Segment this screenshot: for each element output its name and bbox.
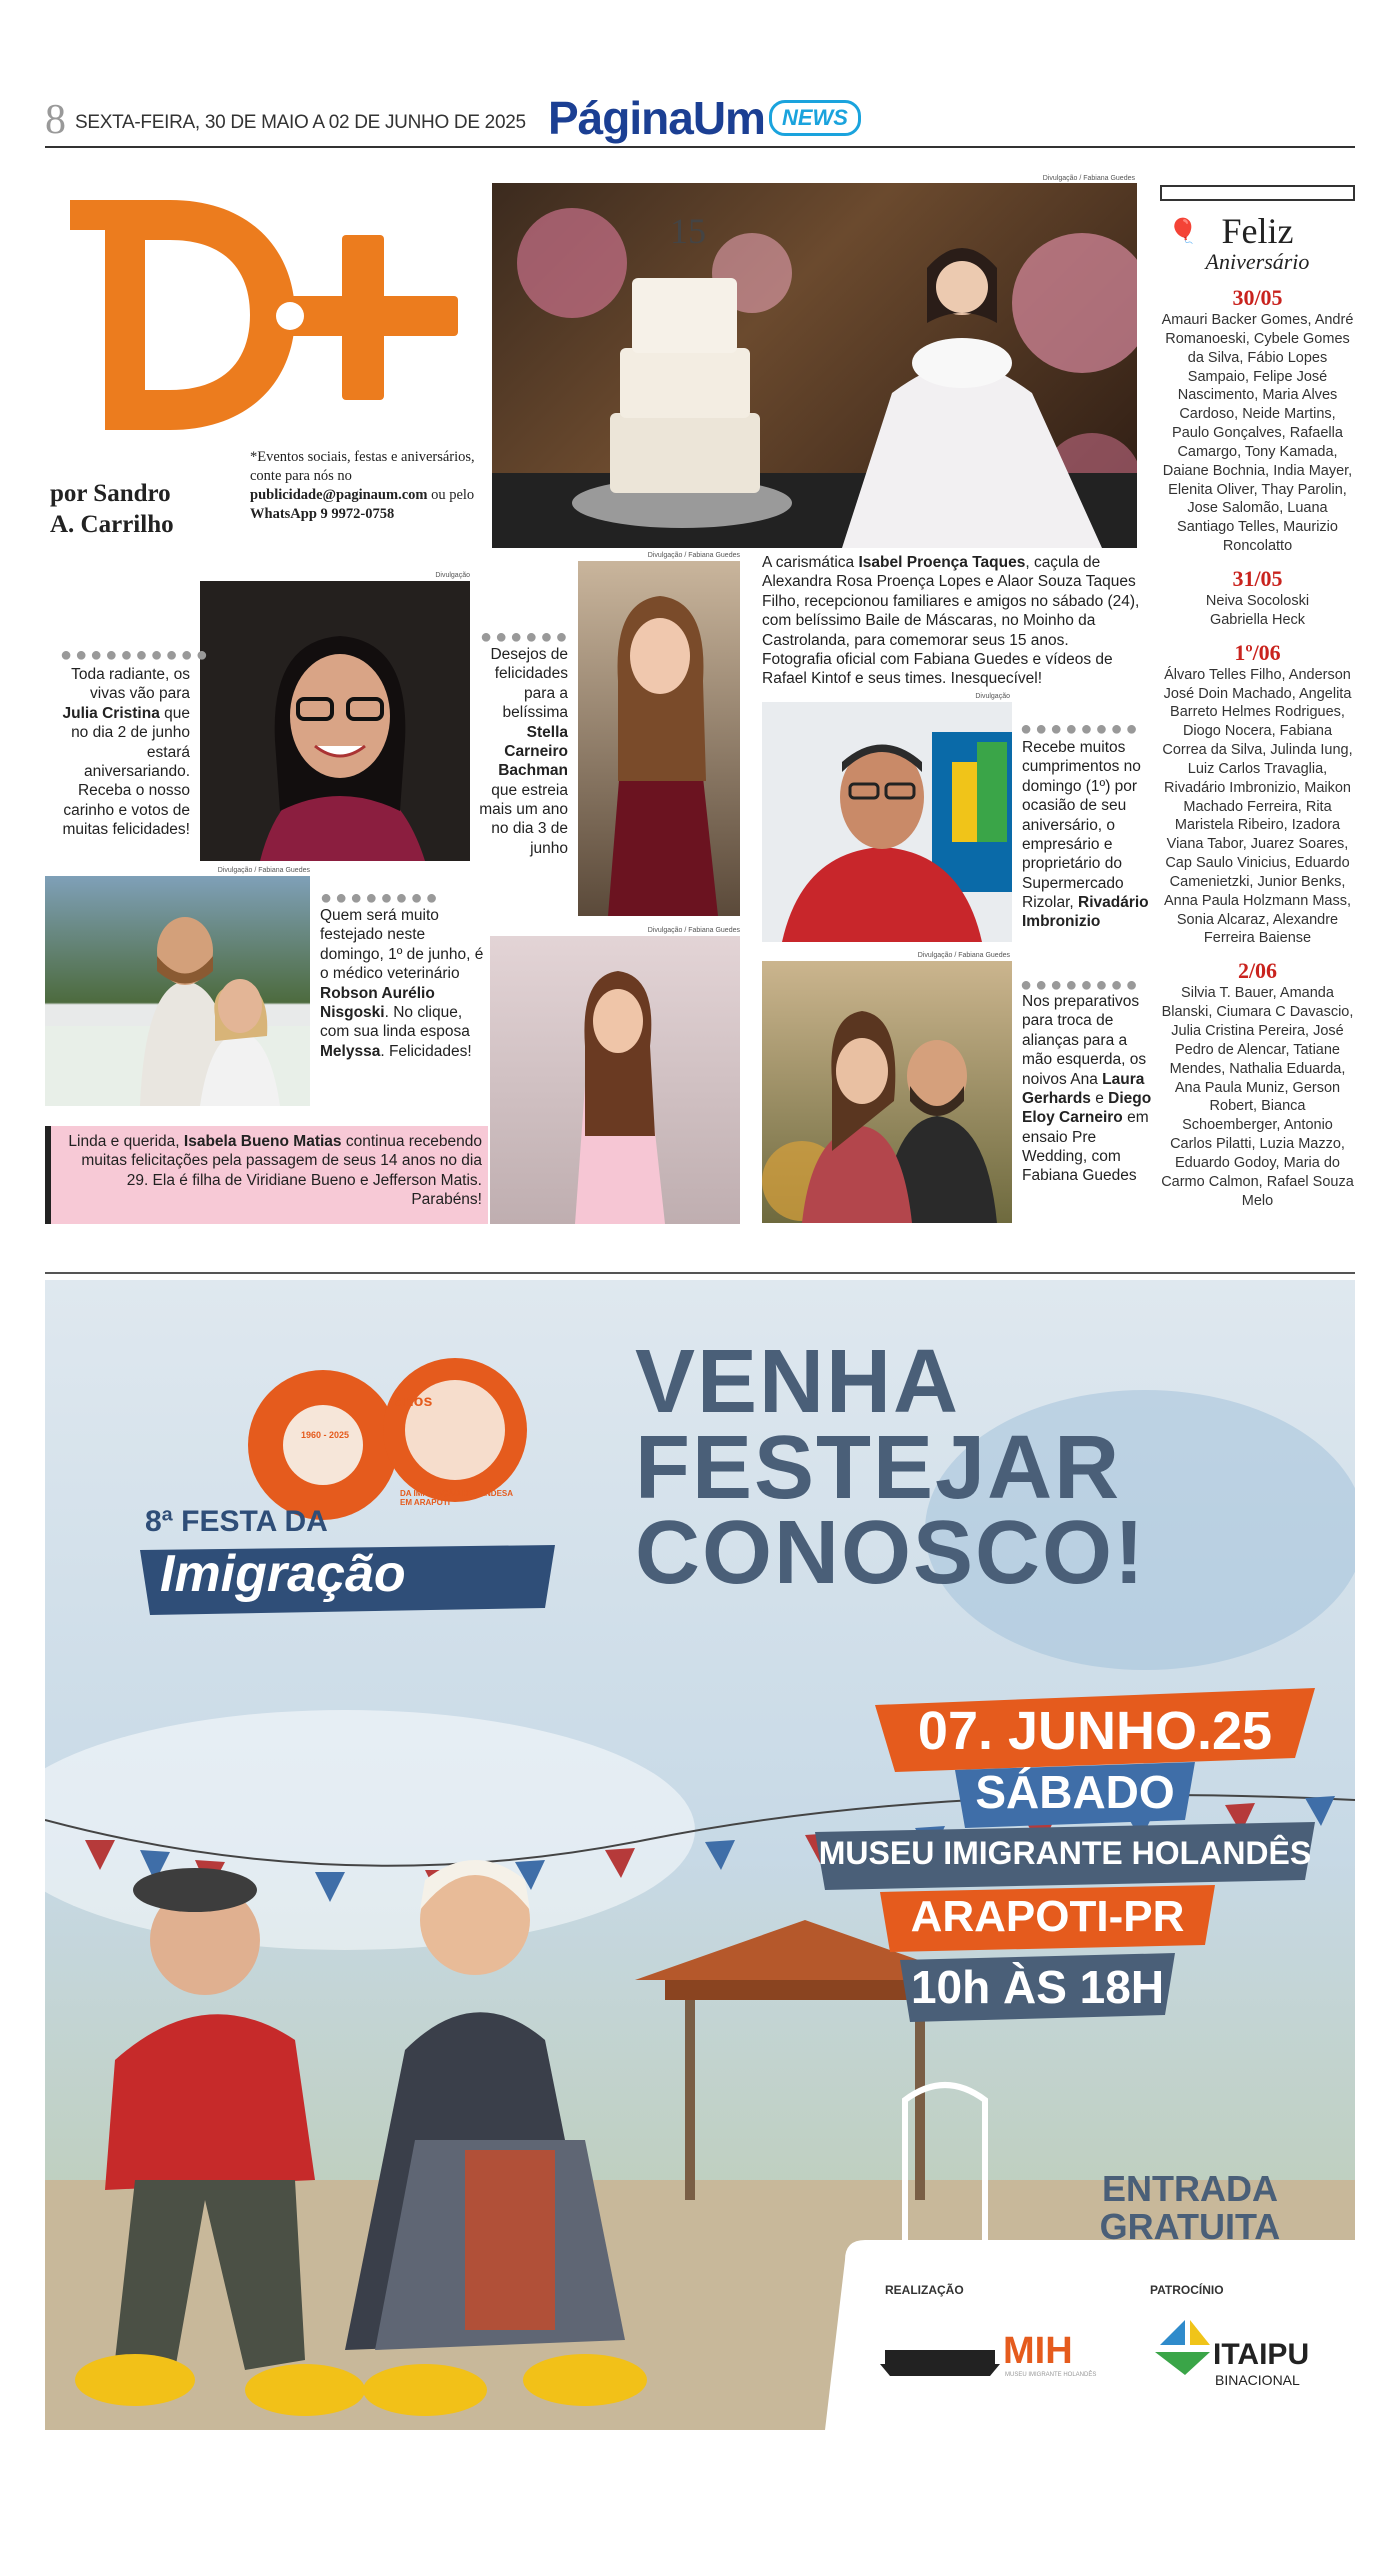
separator-dots: ●●●●●● <box>480 626 571 648</box>
stella-caption: Desejos de felicidades para a belíssima Stella Carneiro Bachman que estreia mais um ano no dia 3 de junho <box>479 646 568 857</box>
birthday-names: Silvia T. Bauer, Amanda Blanski, Ciumara C Davascio, Julia Cristina Pereira, José Pedro de Alencar, Tatiane Mendes, Nathalia Eduarda, Ana Paula Muniz, Gerson Robert, Bianca Schoemberger, Antonio Carlos Pilatti, Luzia Mazzo, Eduardo Godoy, Maria do Carmo Calmon, Rafael Souza Melo <box>1161 985 1354 1209</box>
separator-dots: ●●●●●●●●●● <box>60 644 211 666</box>
birthday-date: 1º/06 <box>1234 639 1281 665</box>
event-date: 07. JUNHO.25 <box>917 1701 1273 1761</box>
itaipu-logo-sub: BINACIONAL <box>1215 2372 1300 2388</box>
svg-text:15: 15 <box>670 211 706 251</box>
laura-caption: Nos preparativos para troca de alianças para a mão esquerda, os noivos Ana Laura Gerhards e Diego Eloy Carneiro em ensaio Pre Wedding, com Fabiana Guedes <box>1022 993 1152 1185</box>
robson-photo <box>45 876 310 1106</box>
photo-credit: Divulgação / Fabiana Guedes <box>217 867 310 874</box>
patrocinio-label: PATROCÍNIO <box>1150 2283 1224 2297</box>
isabel-photo <box>492 183 1137 548</box>
event-venue: MUSEU IMIGRANTE HOLANDÊS <box>818 1835 1312 1871</box>
laura-diego-photo <box>762 961 1012 1223</box>
dplus-logo <box>50 180 470 450</box>
column-author: por Sandro A. Carrilho <box>50 480 174 539</box>
photo-credit: Divulgação / Fabiana Guedes <box>647 552 740 559</box>
isabela-caption: Linda e querida, Isabela Bueno Matias continua recebendo muitas felicitações pela passagem de seus 14 anos no dia 29. Ela é filha de Viridiane Bueno e Jefferson Matis. Parabéns! <box>68 1133 482 1209</box>
issue-date: SEXTA-FEIRA, 30 DE MAIO A 02 DE JUNHO DE 2025 <box>75 112 526 133</box>
page-number: 8 <box>45 97 66 143</box>
contact-email[interactable]: publicidade@paginaum.com <box>250 486 428 503</box>
festa-title: 8ª FESTA DA <box>145 1505 328 1538</box>
separator-dots: ●●●●●●●● <box>1020 974 1141 996</box>
logo-main: PáginaUm <box>548 92 765 144</box>
birthday-names: Álvaro Telles Filho, Anderson José Doin Machado, Angelita Barreto Helmes Rodrigues, Diogo Nocera, Fabiana Correa da Silva, Julinda Iung, Luiz Carlos Travaglia, Rivadário Imbronizio, Maikon Machado Ferreira, Rita Maristela Ribeiro, Izadora Viana Tabor, Juarez Soares, Cap Saulo Vinicius, Eduardo Camenietzki, Junior Benks, Anna Paula Holzmann Mass, Sonia Alcaraz, Alexandre Ferreira Baiense <box>1162 666 1353 947</box>
birthday-title: 🎈 Feliz Aniversário <box>1168 211 1310 274</box>
header-rule <box>45 146 1355 148</box>
mih-logo: MIH <box>1003 2330 1073 2372</box>
photo-credit: Divulgação / Fabiana Guedes <box>1042 175 1135 182</box>
contact-whatsapp[interactable]: WhatsApp 9 9972-0758 <box>250 505 395 522</box>
photo-credit: Divulgação <box>435 572 470 579</box>
birthday-date: 2/06 <box>1237 958 1278 984</box>
itaipu-logo: ITAIPU <box>1213 2338 1310 2371</box>
separator-dots: ●●●●●●●● <box>320 887 441 909</box>
festa-word: Imigração <box>160 1545 406 1603</box>
birthday-column <box>1160 185 1355 1210</box>
balloons-icon: 🎈 <box>1168 218 1198 245</box>
stella-photo <box>578 561 740 916</box>
julia-photo <box>200 581 470 861</box>
rivadario-photo <box>762 702 1012 942</box>
mih-logo-sub: MUSEU IMIGRANTE HOLANDÊS <box>1005 2372 1097 2378</box>
photo-credit: Divulgação / Fabiana Guedes <box>917 952 1010 959</box>
birthday-date: 31/05 <box>1232 565 1283 591</box>
event-hours: 10h ÀS 18H <box>910 1961 1165 2013</box>
logo-subtitle: DA IMIGRAÇÃO HOLANDESA EM ARAPOTI <box>400 1489 513 1507</box>
logo-news-badge: NEWS <box>769 100 861 136</box>
isabel-caption: A carismática Isabel Proença Taques, caçula de Alexandra Rosa Proença Lopes e Alaor Souza Taques Filho, recepcionou familiares e amigos no sábado (24), com belíssimo Baile de Máscaras, no Moinho da Castrolanda, para comemorar seus 15 anos. Fotografia oficial com Fabiana Guedes e vídeos de Rafael Kintof e seus times. Inesquecível! <box>762 554 1140 688</box>
logo-years: 1960 - 2025 <box>300 1430 350 1440</box>
julia-caption: Toda radiante, os vivas vão para Julia Cristina que no dia 2 de junho estará aniversariando. Receba o nosso carinho e votos de muitas felicidades! <box>62 666 190 838</box>
birthday-names: Neiva Socoloski Gabriella Heck <box>1205 592 1310 628</box>
robson-caption: Quem será muito festejado neste domingo, 1º de junho, é o médico veterinário Robson Aurélio Nisgoski. No clique, com sua linda esposa Melyssa. Felicidades! <box>320 907 484 1060</box>
realizacao-label: REALIZAÇÃO <box>885 2283 964 2297</box>
birthday-date: 30/05 <box>1232 285 1283 310</box>
event-day: SÁBADO <box>975 1766 1175 1818</box>
photo-credit: Divulgação <box>975 693 1010 700</box>
isabela-photo <box>490 936 740 1224</box>
event-city: ARAPOTI-PR <box>910 1892 1185 1941</box>
ad-headline: VENHA FESTEJAR CONOSCO! <box>635 1332 1146 1603</box>
photo-credit: Divulgação / Fabiana Guedes <box>647 927 740 934</box>
rivadario-caption: Recebe muitos cumprimentos no domingo (1º) por ocasião de seu aniversário, o empresário e proprietário do Supermercado Rizolar, Rivadário Imbronizio <box>1022 739 1149 931</box>
birthday-names: Amauri Backer Gomes, André Romanoeski, Cybele Gomes da Silva, Fábio Lopes Sampaio, Felipe José Nascimento, Maria Alves Cardoso, Neide Martins, Paulo Gonçalves, Rafaella Camargo, Tony Kamada, Daiane Bochnia, India Mayer, Elenita Oliver, Thay Parolin, Jose Salomão, Luana Santiago Telles, Maurizio Roncolatto <box>1161 312 1354 555</box>
paginaum-logo[interactable] <box>548 88 861 148</box>
ad-separator <box>45 1272 1355 1274</box>
logo-anos: anos <box>395 1393 433 1410</box>
separator-dots: ●●●●●●●● <box>1020 718 1141 740</box>
free-entry: ENTRADA GRATUITA <box>1099 2168 1281 2247</box>
column-contact: *Eventos sociais, festas e aniversários, conte para nós no publicidade@paginaum.com ou pelo WhatsApp 9 9972-0758 <box>250 449 475 522</box>
birthday-box-frame <box>1160 185 1355 201</box>
festa-imigracao-ad[interactable] <box>45 1280 1355 2430</box>
